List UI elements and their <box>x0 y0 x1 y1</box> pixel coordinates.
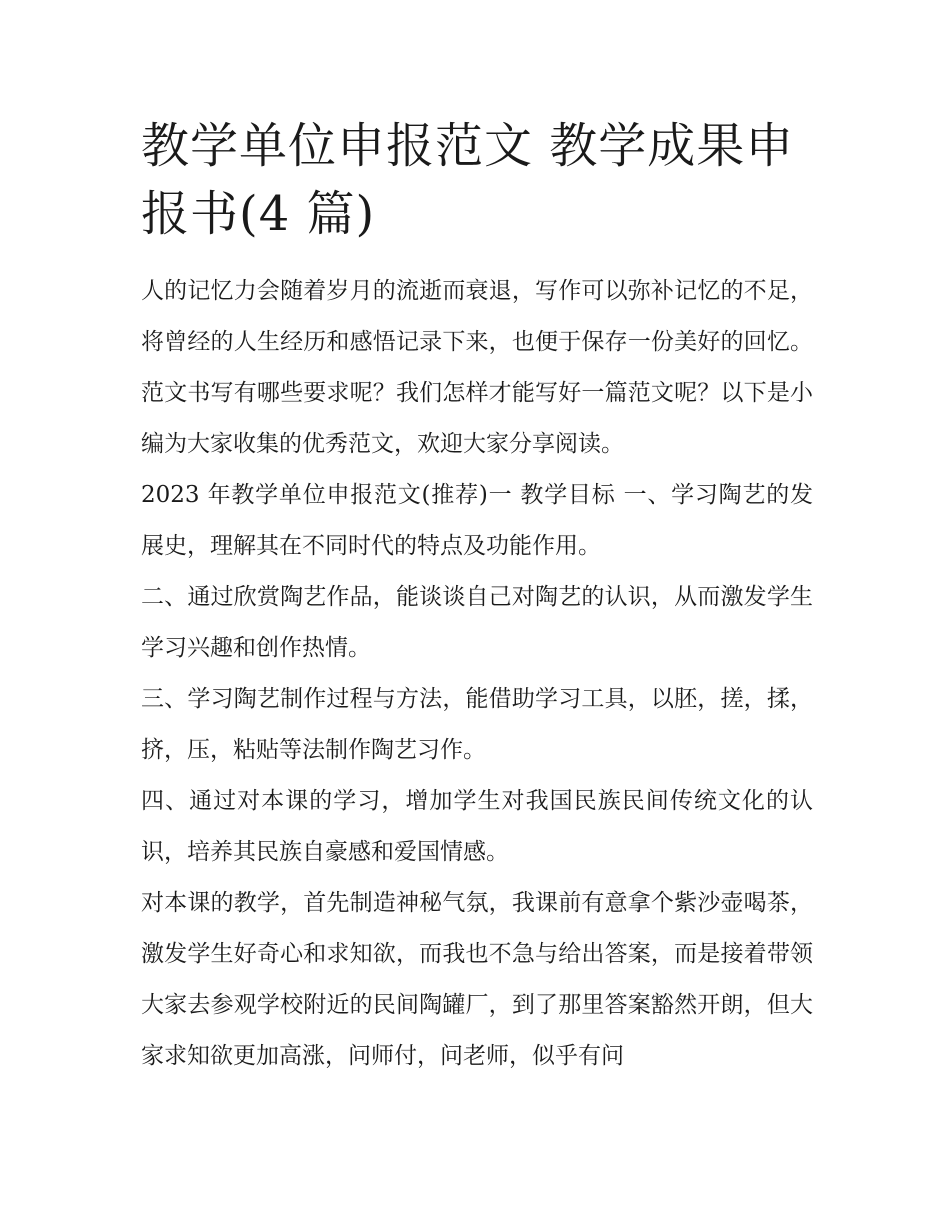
intro-paragraph: 人的记忆力会随着岁月的流逝而衰退，写作可以弥补记忆的不足，将曾经的人生经历和感悟记录下来，也便于保存一份美好的回忆。范文书写有哪些要求呢？我们怎样才能写好一篇范文呢？以下是小编为大家收集的优秀范文，欢迎大家分享阅读。 <box>141 278 813 457</box>
teaching-goals-paragraph: 2023 年教学单位申报范文(推荐)一 教学目标 一、学习陶艺的发展史，理解其在不同时代的特点及功能作用。 <box>141 482 813 559</box>
goal-two-paragraph: 二、通过欣赏陶艺作品，能谈谈自己对陶艺的认识，从而激发学生学习兴趣和创作热情。 <box>141 584 813 661</box>
document-title: 教学单位申报范文 教学成果申报书(4 篇) <box>141 118 795 242</box>
document-page <box>141 112 813 1082</box>
teaching-process-paragraph: 对本课的教学，首先制造神秘气氛，我课前有意拿个紫沙壶喝茶，激发学生好奇心和求知欲，而我也不急与给出答案，而是接着带领大家去参观学校附近的民间陶罐厂，到了那里答案豁然开朗，但大家求知欲更加高涨，问师付，问老师，似乎有问 <box>141 890 813 1069</box>
goal-three-paragraph: 三、学习陶艺制作过程与方法，能借助学习工具，以胚，搓，揉，挤，压，粘贴等法制作陶艺习作。 <box>141 686 813 763</box>
goal-four-paragraph: 四、通过对本课的学习，增加学生对我国民族民间传统文化的认识，培养其民族自豪感和爱国情感。 <box>141 788 813 865</box>
